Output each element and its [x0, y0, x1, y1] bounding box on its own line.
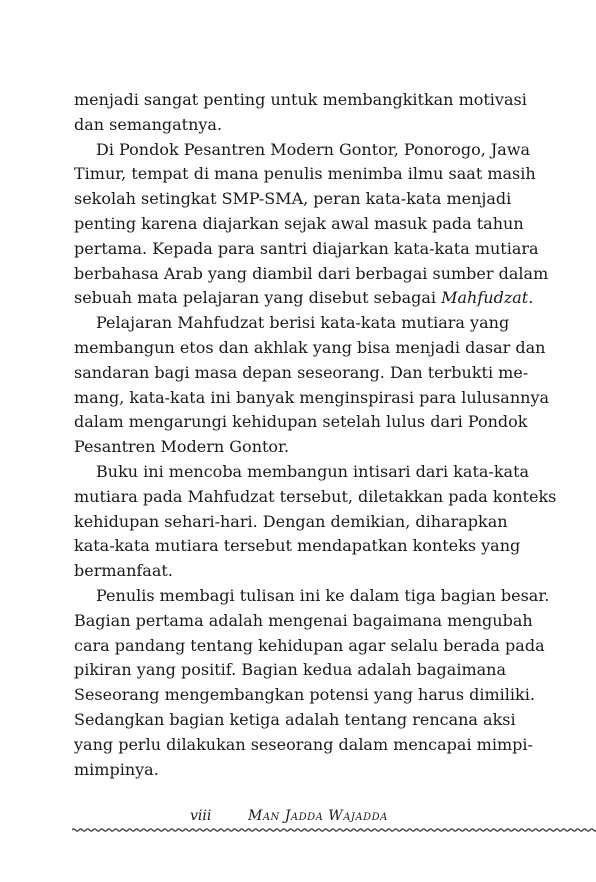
text-line: sebuah mata pelajaran yang disebut sebagai Mahfudzat. [74, 288, 534, 308]
text-line: mutiara pada Mahfudzat tersebut, diletakkan pada konteks [74, 486, 557, 506]
text-line: dan semangatnya. [74, 114, 223, 134]
text-line: menjadi sangat penting untuk membangkitkan motivasi [74, 90, 527, 109]
text-line: Bagian pertama adalah mengenai bagaimana mengubah [74, 610, 533, 630]
text-line: Timur, tempat di mana penulis menimba ilmu saat masih [74, 164, 536, 184]
text-line: sandaran bagi masa depan seseorang. Dan terbukti me- [74, 362, 529, 382]
text-line: penting karena diajarkan sejak awal masuk pada tahun [74, 213, 524, 233]
text-line: membangun etos dan akhlak yang bisa menjadi dasar dan [74, 337, 546, 357]
text-line: Pelajaran Mahfudzat berisi kata-kata mutiara yang [96, 313, 510, 333]
page-number: viii [190, 808, 212, 824]
text-line: dalam mengarungi kehidupan setelah lulus dari Pondok [74, 412, 528, 432]
text-line: kata-kata mutiara tersebut mendapatkan konteks yang [74, 536, 521, 556]
running-title: Man Jadda Wajadda [248, 808, 388, 824]
page-footer [0, 808, 596, 828]
text-line: sekolah setingkat SMP-SMA, peran kata-kata menjadi [74, 189, 512, 209]
body-text [74, 88, 557, 782]
text-line: cara pandang tentang kehidupan agar selalu berada pada [74, 635, 545, 655]
text-line: bermanfaat. [74, 561, 173, 581]
text-line: kehidupan sehari-hari. Dengan demikian, diharapkan [74, 511, 508, 531]
text-line: pertama. Kepada para santri diajarkan kata-kata mutiara [74, 238, 539, 258]
text-line: pikiran yang positif. Bagian kedua adalah bagaimana [74, 660, 506, 680]
text-line: Pesantren Modern Gontor. [74, 437, 290, 457]
text-line: mang, kata-kata ini banyak menginspirasi para lulusannya [74, 387, 550, 407]
text-line: mimpinya. [74, 759, 159, 779]
text-line: Seseorang mengembangkan potensi yang harus dimiliki. [74, 685, 535, 705]
text-line: Penulis membagi tulisan ini ke dalam tiga bagian besar. [96, 585, 550, 605]
text-line: berbahasa Arab yang diambil dari berbagai sumber dalam [74, 263, 549, 283]
text-line: Buku ini mencoba membangun intisari dari kata-kata [96, 461, 530, 481]
text-line: yang perlu dilakukan seseorang dalam mencapai mimpi- [74, 734, 533, 754]
text-line: Di Pondok Pesantren Modern Gontor, Ponorogo, Jawa [96, 139, 531, 159]
wavy-rule-divider [72, 826, 596, 834]
text-line: Sedangkan bagian ketiga adalah tentang rencana aksi [74, 709, 516, 729]
